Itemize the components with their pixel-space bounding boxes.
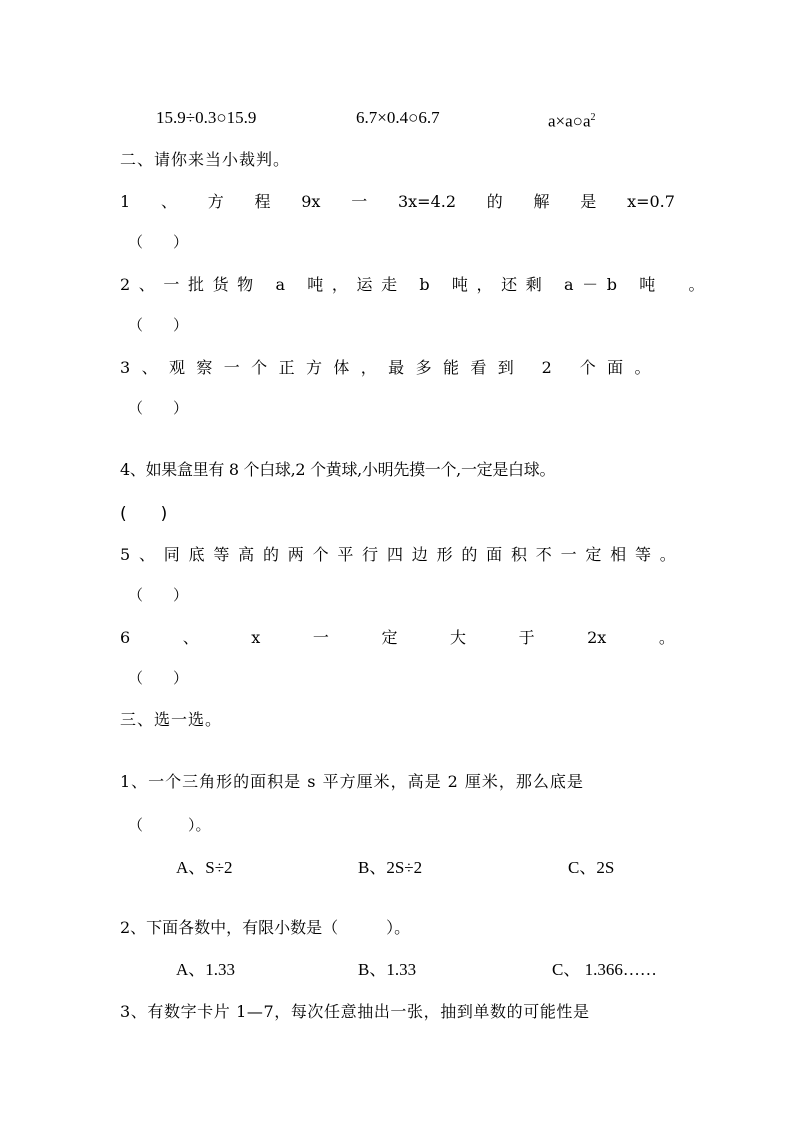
s2-q1-token: 3x=4.2 xyxy=(397,192,457,211)
s2-q1-token: 解 xyxy=(533,192,550,211)
s2-question-1 xyxy=(120,192,675,212)
s2-q1-token: 9x xyxy=(301,192,321,211)
s2-q6-token: 定 xyxy=(381,628,398,647)
s2-q6-token: 一 xyxy=(312,628,329,647)
s3-q2-option-c[interactable]: C、 1.366…… xyxy=(552,960,657,979)
s3-q1-option-a[interactable]: A、S÷2 xyxy=(176,858,233,877)
section-3-title: 三、选一选。 xyxy=(120,710,223,729)
s2-q5-answer-blank[interactable]: （ ） xyxy=(128,586,189,604)
s3-q1-answer-blank[interactable]: （ ）。 xyxy=(128,816,211,834)
s3-q1-option-b[interactable]: B、2S÷2 xyxy=(358,858,423,877)
s2-q6-token: 、 xyxy=(182,628,199,647)
s3-q1-option-c[interactable]: C、2S xyxy=(568,858,615,877)
s2-q6-token: 大 xyxy=(450,628,467,647)
s3-q2-option-b[interactable]: B、1.33 xyxy=(358,960,417,979)
s2-q2-answer-blank[interactable]: （ ） xyxy=(128,316,189,334)
s2-q1-token: 程 xyxy=(254,192,271,211)
compare-item-1: 15.9÷0.3○15.9 xyxy=(156,108,257,127)
s2-q3-answer-blank[interactable]: （ ） xyxy=(128,399,189,417)
s2-q6-token: 于 xyxy=(518,628,535,647)
s2-q1-token: 方 xyxy=(207,192,224,211)
s2-q1-token: 、 xyxy=(160,192,177,211)
compare-item-3-base: a×a○a xyxy=(548,111,591,131)
s2-q6-token: x xyxy=(251,628,261,647)
s2-q4-answer-blank[interactable]: ( ) xyxy=(120,504,168,524)
s3-question-2: 2、下面各数中，有限小数是（ ）。 xyxy=(120,918,411,937)
s2-question-3: 3、观察一个正方体，最多能看到 2 个面。 xyxy=(120,358,662,377)
s2-q6-token: 6 xyxy=(120,628,131,647)
compare-item-2: 6.7×0.4○6.7 xyxy=(356,108,440,127)
compare-item-3-exponent: 2 xyxy=(590,112,596,123)
s2-question-4: 4、如果盒里有 8 个白球,2 个黄球,小明先摸一个,一定是白球。 xyxy=(120,460,556,479)
s2-question-5: 5、同底等高的两个平行四边形的面积不一定相等。 xyxy=(120,545,685,564)
s3-q2-option-a[interactable]: A、1.33 xyxy=(176,960,236,979)
s2-q1-token: 一 xyxy=(351,192,368,211)
s2-q1-token: 是 xyxy=(580,192,597,211)
s3-question-3: 3、有数字卡片 1—7，每次任意抽出一张，抽到单数的可能性是 xyxy=(120,1002,590,1021)
s2-q1-token: 1 xyxy=(120,192,131,211)
s2-q1-token: 的 xyxy=(486,192,503,211)
s2-q6-token: 。 xyxy=(658,628,675,647)
s3-question-1: 1、一个三角形的面积是 s 平方厘米，高是 2 厘米，那么底是 xyxy=(120,772,584,791)
s2-q6-answer-blank[interactable]: （ ） xyxy=(128,669,189,687)
compare-item-3 xyxy=(548,108,596,132)
s2-question-6 xyxy=(120,628,675,648)
s2-q1-token: x=0.7 xyxy=(627,192,675,211)
s2-question-2: 2、一批货物 a 吨，运走 b 吨，还剩 a－b 吨 。 xyxy=(120,275,714,294)
s2-q6-token: 2x xyxy=(587,628,607,647)
section-2-title: 二、请你来当小裁判。 xyxy=(120,150,291,169)
s2-q1-answer-blank[interactable]: （ ） xyxy=(128,233,189,251)
